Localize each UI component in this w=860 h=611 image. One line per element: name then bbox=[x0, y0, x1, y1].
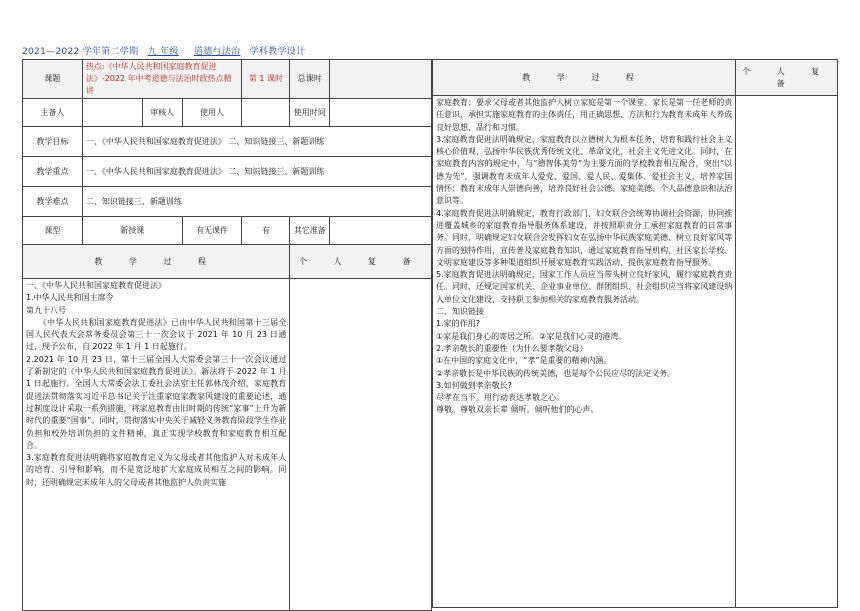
process-content-right bbox=[433, 96, 736, 608]
left-para: 3.家庭教育促进法明确将家庭教育定义为父母或者其他监护人对未成年人的培育、引导和影响，而不是宽泛地扩大家庭成员相互之间的影响。同时，还明确规定未成年人的父母或者其他监护人负责实施 bbox=[26, 453, 287, 487]
notes-header-left: 个 人 复 备 bbox=[290, 245, 432, 279]
doc-title bbox=[22, 44, 305, 57]
right-para: 2.孝亲敬长的重要性（为什么要孝敬父母） bbox=[436, 343, 588, 353]
goal-label: 教学目标 bbox=[23, 127, 83, 157]
goal-value: 一、《中华人民共和国家庭教育促进法》 二、知识链接三、新题训练 bbox=[82, 127, 431, 157]
subject-text: 道德与法治 bbox=[193, 47, 241, 57]
right-para: 5.家庭教育促进法明确规定，国家工作人员应当带头树立良好家风，履行家庭教育责任。同时，还规定国家机关、企业事业单位、群团组织、社会组织应当将家风建设纳入单位文化建设，支持职工参加相关的家庭教育服务活动。 bbox=[436, 270, 733, 304]
process-header-left: 教 学 过 程 bbox=[23, 245, 290, 279]
courseware-label: 有无课件 bbox=[182, 217, 242, 245]
process-header-right: 教 学 过 程 bbox=[433, 60, 736, 96]
user-value bbox=[242, 99, 290, 127]
right-para: 3.家庭教育促进法明确规定，家庭教育以立德树人为根本任务，培育和践行社会主义核心价值观，弘扬中华民族优秀传统文化、革命文化、社会主义先进文化。同时，在家庭教育内容的规定中，与“德智体美劳”为主要方面的学校教育相互配合，突出“以德为先”，强调教育未成年人爱党、爱国、爱人民、爱集体、爱社会主义，培养家国情怀；教育未成年人崇德向善，培养良好社会公德、家庭美德、个人品德意识和法治意识等。 bbox=[436, 134, 733, 206]
period-value: 第 1 课时 bbox=[242, 60, 290, 99]
topic-value: 热点:《中华人民共和国家庭教育促进法》-2022 年中考道德与法治时政热点精讲 bbox=[82, 60, 242, 99]
key-point-label: 教学重点 bbox=[23, 157, 83, 187]
other-prep-label: 其它准备 bbox=[290, 217, 330, 245]
right-para: ①在中国的家庭文化中，“孝”是重要的精神内涵。 bbox=[436, 356, 612, 366]
total-periods-label: 总课时 bbox=[290, 60, 330, 99]
left-para: 2.2021 年 10 月 23 日，第十三届全国人大常委会第三十一次会议通过了新制定的《中华人民共和国家庭教育促进法》。新法将于 2022 年 1 月 1 日起施行。全国人大常委会法工委社会法室主任郭林茂介绍，家庭教育促进法贯彻落实习近平总书记关于注重家庭家教家风建设的重要论述，通过制度设计采取一系列措施，将家庭教育由旧时期的传统“家事”上升为新时代的重要“国事”。同时，贯彻落实中央关于减轻义务教育阶段学生作业负担和校外培训负担的文件精神，真正实现学校教育和家庭教育相互配合。 bbox=[26, 354, 287, 450]
preparer-label: 主备人 bbox=[23, 99, 83, 127]
key-point-value: 一、《中华人民共和国家庭教育促进法》 二、知识链接三、新题训练 bbox=[82, 157, 431, 187]
right-para: 二、知识链接 bbox=[436, 307, 484, 317]
left-para: 第九十八号 bbox=[26, 305, 66, 315]
reviewer-label: 审核人 bbox=[142, 99, 182, 127]
difficulty-label: 教学难点 bbox=[23, 187, 83, 217]
use-time-value bbox=[330, 99, 432, 127]
left-para: 1.中华人民共和国主席令 bbox=[26, 293, 114, 303]
notes-header-right: 个 人 复 备 bbox=[736, 60, 838, 96]
right-para: 家庭教育；要求父母或者其他监护人树立家庭是第一个课堂、家长是第一任老师的责任意识，承担实施家庭教育的主体责任，用正确思想、方法和行为教育未成年人养成良好思想、品行和习惯。 bbox=[436, 98, 733, 132]
grade-text: 九 年级 bbox=[147, 47, 179, 57]
use-time-label: 使用时间 bbox=[290, 99, 330, 127]
right-para: ②孝亲敬长是中华民族的传统美德，也是每个公民应尽的法定义务。 bbox=[436, 368, 676, 378]
notes-content-left bbox=[290, 279, 432, 611]
right-para: 尊敬。尊敬双亲长辈 倾听。倾听他们的心声。 bbox=[436, 405, 599, 415]
right-para: 尽孝在当下。用行动表达孝敬之心。 bbox=[436, 393, 564, 403]
right-para: 3.如何做到孝亲敬长? bbox=[436, 380, 512, 390]
user-label: 使用人 bbox=[182, 99, 242, 127]
total-periods-value bbox=[330, 60, 432, 99]
right-para: 1.家的作用? bbox=[436, 319, 480, 329]
process-content-left bbox=[23, 279, 290, 611]
right-para: ①家是我们身心的寄居之所。②家是我们心灵的港湾。 bbox=[436, 331, 627, 341]
notes-content-right bbox=[736, 96, 838, 608]
other-prep-value bbox=[330, 217, 432, 245]
preparer-value bbox=[82, 99, 142, 127]
courseware-value: 有 bbox=[242, 217, 290, 245]
left-para: 《中华人民共和国家庭教育促进法》已由中华人民共和国第十三届全国人民代表大会常务委员会第三十一次会议于 2021 年 10 月 23 日通过，现予公布，自 2022 年 1 月 1 日起施行。 bbox=[26, 317, 287, 352]
doc-type-text: 学科教学设计 bbox=[249, 47, 306, 57]
topic-label: 课题 bbox=[23, 60, 83, 99]
lesson-plan-table-right bbox=[432, 59, 838, 608]
lesson-type-value: 新授课 bbox=[82, 217, 182, 245]
left-para: 一、《中华人民共和国家庭教育促进法》 bbox=[26, 281, 166, 290]
lesson-plan-table-left bbox=[22, 59, 432, 611]
right-para: 4.家庭教育促进法明确规定，教育行政部门、妇女联合会统筹协调社会资源，协同推进覆盖城乡的家庭教育指导服务体系建设，并按照职责分工承担家庭教育的日常事务。同时，明确规定妇女联合会发挥妇女在弘扬中华民族家庭美德、树立良好家风等方面的独特作用，宣传普及家庭教育知识，通过家庭教育指导机构、社区家长学校、文明家庭建设等多种渠道组织开展家庭教育实践活动，提供家庭教育指导服务。 bbox=[436, 208, 733, 267]
lesson-type-label: 课型 bbox=[23, 217, 83, 245]
term-text: 2021—2022 学年第二学期 bbox=[22, 47, 139, 57]
difficulty-value: 二、知识链接三、新题训练 bbox=[82, 187, 431, 217]
